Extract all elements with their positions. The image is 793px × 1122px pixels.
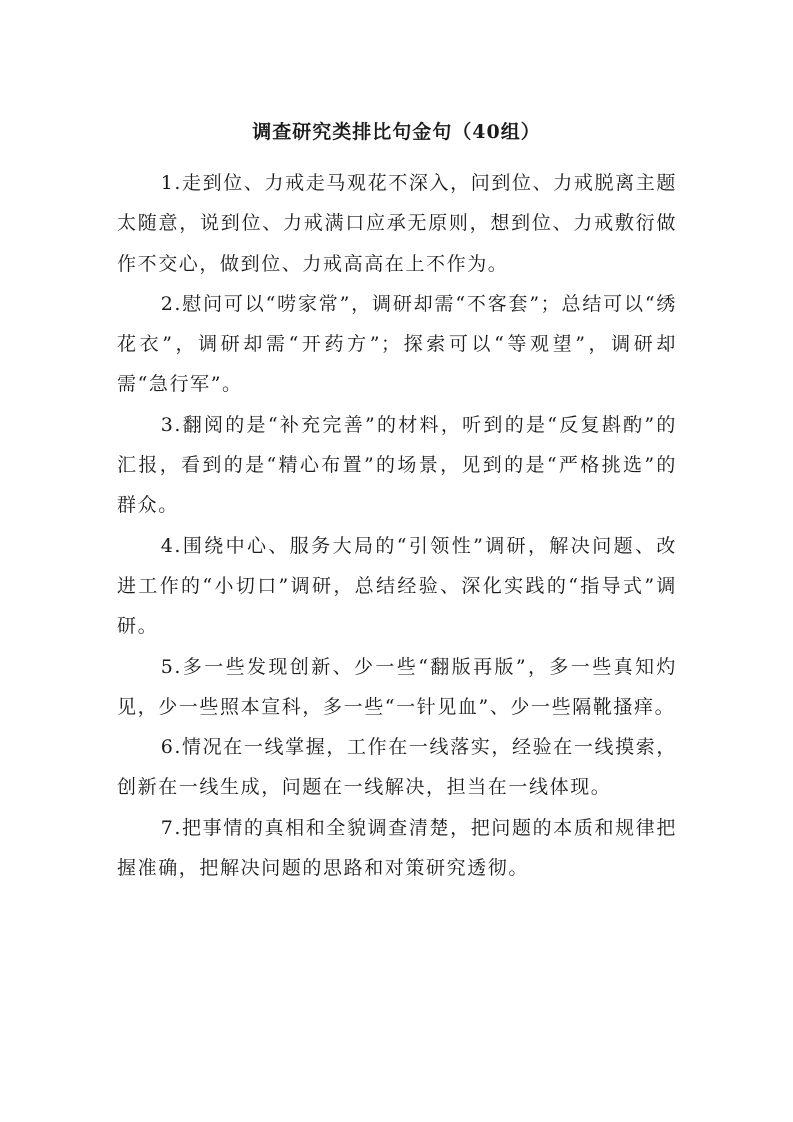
paragraph-4: 4.围绕中心、服务大局的“引领性”调研，解决问题、改进工作的“小切口”调研，总结经验、深化实践的“指导式”调研。: [117, 534, 677, 638]
paragraph-3: 3.翻阅的是“补充完善”的材料，听到的是“反复斟酌”的汇报，看到的是“精心布置”的场景，见到的是“严格挑选”的群众。: [117, 413, 677, 517]
paragraph-7: 7.把事情的真相和全貌调查清楚，把问题的本质和规律把握准确，把解决问题的思路和对策研究透彻。: [117, 816, 677, 880]
paragraph-6: 6.情况在一线掌握，工作在一线落实，经验在一线摸索，创新在一线生成，问题在一线解决，担当在一线体现。: [117, 736, 677, 799]
document-body: [117, 163, 677, 888]
paragraph-2: 2.慰问可以“唠家常”，调研却需“不客套”；总结可以“绣花衣”，调研却需“开药方”；探索可以“等观望”，调研却需“急行军”。: [117, 292, 677, 396]
document-title: 调查研究类排比句金句（40组）: [252, 121, 541, 143]
paragraph-5: 5.多一些发现创新、少一些“翻版再版”，多一些真知灼见，少一些照本宣科，多一些“一针见血”、少一些隔靴搔痒。: [117, 655, 677, 718]
paragraph-1: 1.走到位、力戒走马观花不深入，问到位、力戒脱离主题太随意，说到位、力戒满口应承无原则，想到位、力戒敷衍做作不交心，做到位、力戒高高在上不作为。: [117, 172, 677, 275]
